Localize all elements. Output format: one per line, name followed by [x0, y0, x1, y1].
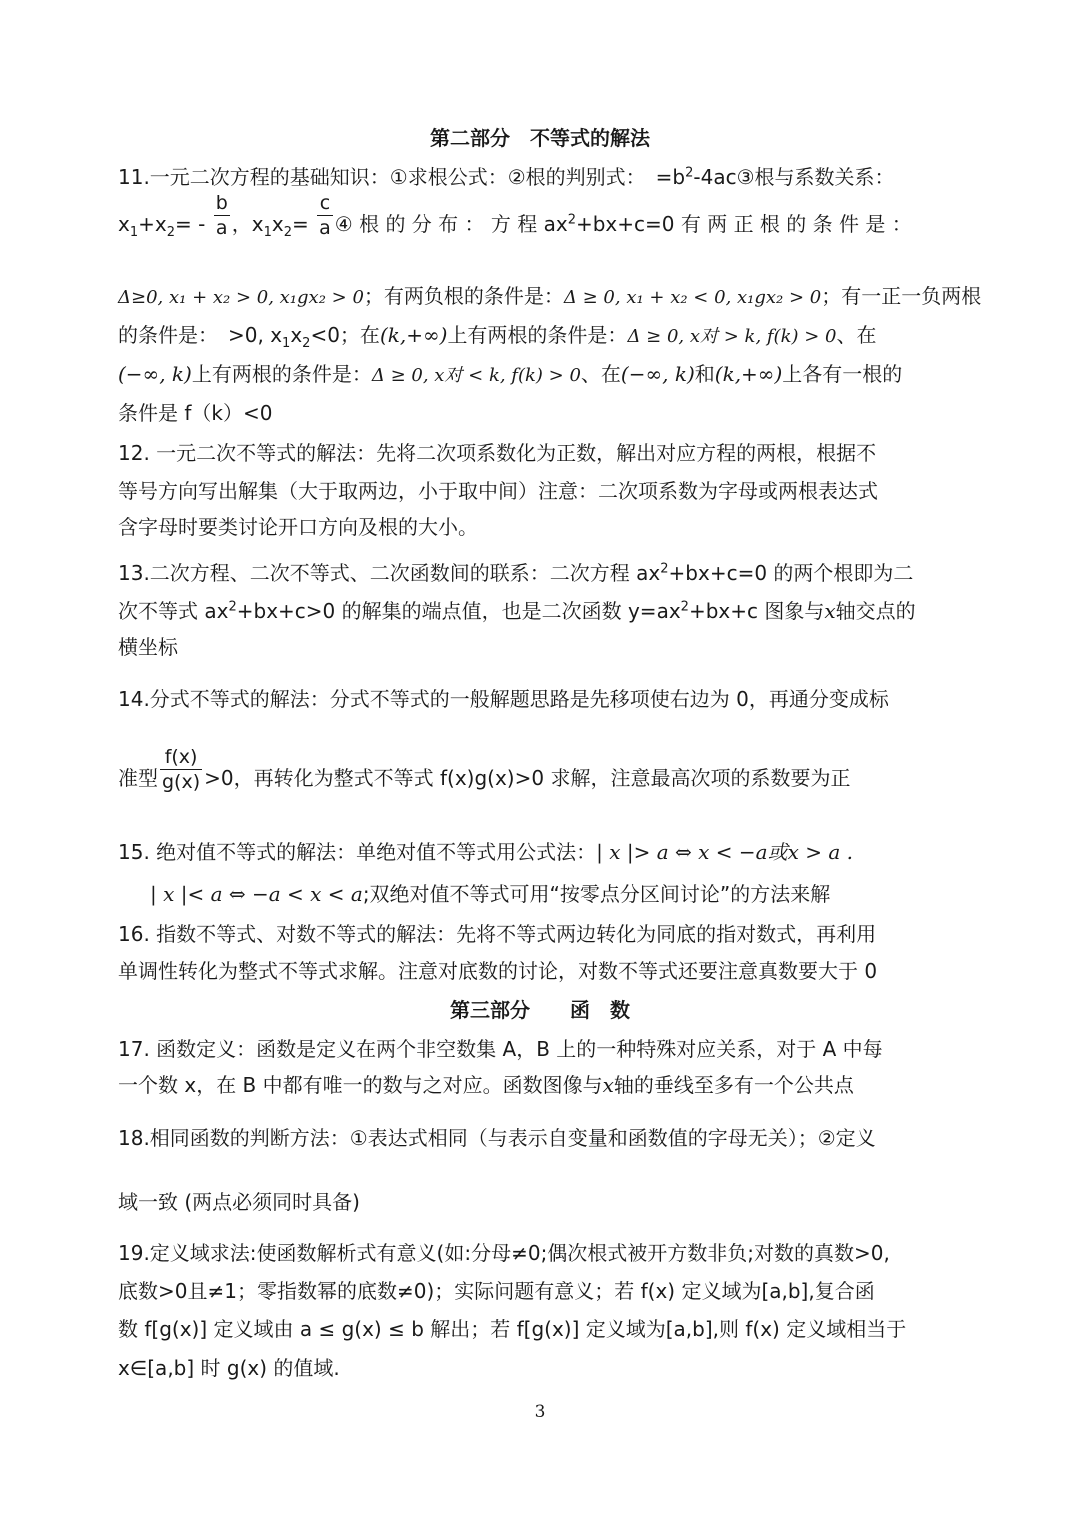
text: = — [292, 212, 309, 236]
text: ④ 根 的 分 布 ： 方 程 ax — [334, 212, 568, 236]
page-number: 3 — [534, 1402, 546, 1422]
math-formula: (−∞, k) — [620, 362, 695, 386]
text: 、在 — [836, 323, 877, 347]
item-19-line-3: 数 f[g(x)] 定义域由 a ≤ g(x) ≤ b 解出；若 f[g(x)] 定义域为[a,b],则 f(x) 定义域相当于 — [118, 1317, 907, 1341]
text: 次不等式 ax — [118, 599, 229, 623]
math-variable: x — [824, 599, 836, 623]
fraction-c-over-a — [317, 191, 333, 240]
text: 上各有一根的 — [782, 362, 903, 386]
math-formula: (−∞, k) — [118, 362, 192, 386]
text: 一个数 x，在 B 中都有唯一的数与之对应。函数图像与 — [118, 1073, 603, 1097]
text: 、在 — [580, 362, 621, 386]
text: ；有一正一负两根 — [821, 284, 982, 308]
item-11-line-1 — [118, 163, 968, 191]
item-11-line-2: $x_1+x_2=$ - $\frac{b}{a}$ ，$x_1x_2=$ $\frac{c}{a}$ ④ 根 的 分 布 ： 方 程 $ax^2+bx+c=0$ 有 两 正 根 的 条 件 是 ： — [118, 192, 912, 240]
text: = - — [175, 212, 206, 236]
item-18-line-1: 18.相同函数的判断方法：①表达式相同（与表示自变量和函数值的字母无关）；②定义 — [118, 1126, 876, 1150]
denominator: g(x) — [162, 771, 201, 793]
item-19-line-4: x∈[a,b] 时 g(x) 的值域. — [118, 1356, 340, 1380]
item-16-line-1: 16. 指数不等式、对数不等式的解法：先将不等式两边转化为同底的指对数式，再利用 — [118, 922, 877, 946]
numerator: f(x) — [164, 746, 198, 768]
text: +x — [138, 212, 167, 236]
text: 上有两根的条件是： — [447, 323, 628, 347]
numerator: c — [319, 192, 331, 214]
text: ；有两负根的条件是： — [363, 284, 564, 308]
text: +bx+c>0 的解集的端点值，也是二次函数 y=ax — [236, 599, 681, 623]
text: +bx+c 图象与 — [688, 599, 825, 623]
superscript: 2 — [685, 165, 694, 181]
item-18-line-2: 域一致 (两点必须同时具备) — [118, 1190, 360, 1214]
section-title-part3: 第三部分 函 数 — [450, 998, 630, 1022]
item-11-line-4: 的条件是： >0, $x_1x_2<0$；在(k,+∞)上有两根的条件是：Δ ≥ 0, x对 > k, f(k) > 0、在 — [118, 323, 877, 351]
text: x — [290, 323, 303, 347]
item-14-line-2 — [118, 746, 968, 794]
item-13-line-2: 次不等式 $ax^2+bx+c>0$ 的解集的端点值，也是二次函数 $y=ax^2+bx+c$ 图象与x轴交点的 — [118, 599, 916, 623]
denominator: a — [319, 217, 331, 239]
fraction-f-over-g — [160, 745, 202, 794]
math-variable: x — [602, 1073, 614, 1097]
text: 上有两根的条件是： — [191, 362, 372, 386]
text: 和 — [694, 362, 715, 386]
item-15-line-1 — [118, 838, 968, 866]
item-15-line-2 — [150, 880, 1000, 908]
item-17-line-1: 17. 函数定义：函数是定义在两个非空数集 A，B 上的一种特殊对应关系，对于 A 中每 — [118, 1037, 883, 1061]
item-13-line-1: 13.二次方程、二次不等式、二次函数间的联系：二次方程 $ax^2+bx+c=0$ 的两个根即为二 — [118, 561, 914, 585]
text: 轴交点的 — [835, 599, 916, 623]
denominator: a — [215, 217, 228, 239]
section-title-part2: 第二部分 不等式的解法 — [430, 126, 650, 150]
item-12-line-2: 等号方向写出解集（大于取两边，小于取中间）注意：二次项系数为字母或两根表达式 — [118, 479, 878, 503]
text: 15. 绝对值不等式的解法：单绝对值不等式用公式法： — [118, 840, 597, 864]
math-formula: Δ≥0, x₁ + x₂ > 0, x₁gx₂ > 0 — [118, 287, 364, 308]
item-17-line-2 — [118, 1071, 968, 1099]
item-19-line-2: 底数>0且≠1；零指数幂的底数≠0)；实际问题有意义；若 f(x) 定义域为[a,b],复合函 — [118, 1279, 875, 1303]
math-formula: | x |< a ⇔ −a < x < a — [150, 882, 363, 906]
text: <0；在 — [310, 323, 380, 347]
item-19-line-1: 19.定义域求法:使函数解析式有意义(如:分母≠0;偶次根式被开方数非负;对数的真数>0, — [118, 1241, 890, 1265]
item-13-line-3: 横坐标 — [118, 635, 178, 659]
math-formula: Δ ≥ 0, x对 > k, f(k) > 0 — [627, 326, 837, 347]
text: 13.二次方程、二次不等式、二次函数间的联系：二次方程 ax — [118, 561, 661, 585]
item-11-line-6: 条件是 f（k）<0 — [118, 401, 273, 425]
math-formula: | x |> a ⇔ x < −a或x > a . — [596, 840, 853, 864]
math-formula: (k,+∞) — [379, 323, 448, 347]
item-11-line-5 — [118, 360, 968, 390]
text: 11.一元二次方程的基础知识：①求根公式：②根的判别式： =b — [118, 165, 686, 189]
item-14-line-1: 14.分式不等式的解法：分式不等式的一般解题思路是先移项使右边为 0，再通分变成标 — [118, 687, 889, 711]
item-12-line-1: 12. 一元二次不等式的解法：先将二次项系数化为正数，解出对应方程的两根，根据不 — [118, 441, 877, 465]
math-formula: Δ ≥ 0, x₁ + x₂ < 0, x₁gx₂ > 0 — [563, 287, 822, 308]
text: 的条件是： >0, x — [118, 323, 283, 347]
text: 准型 — [118, 766, 158, 790]
text: +bx+c=0 的两个根即为二 — [668, 561, 914, 585]
text: +bx+c=0 有 两 正 根 的 条 件 是 ： — [575, 212, 912, 236]
item-11-line-3 — [118, 282, 982, 312]
text: 轴的垂线至多有一个公共点 — [613, 1073, 854, 1097]
text: ，x — [231, 212, 264, 236]
math-formula: Δ ≥ 0, x对 < k, f(k) > 0 — [371, 365, 581, 386]
text: x — [118, 212, 130, 236]
text: ;双绝对值不等式可用“按零点分区间讨论”的方法来解 — [362, 882, 831, 906]
text: -4ac③根与系数关系： — [693, 165, 895, 189]
math-formula: (k,+∞) — [714, 362, 783, 386]
numerator: b — [215, 192, 228, 214]
fraction-b-over-a — [214, 191, 230, 240]
text: >0，再转化为整式不等式 f(x)g(x)>0 求解，注意最高次项的系数要为正 — [204, 766, 851, 790]
item-16-line-2: 单调性转化为整式不等式求解。注意对底数的讨论，对数不等式还要注意真数要大于 0 — [118, 959, 878, 983]
item-12-line-3: 含字母时要类讨论开口方向及根的大小。 — [118, 515, 478, 539]
